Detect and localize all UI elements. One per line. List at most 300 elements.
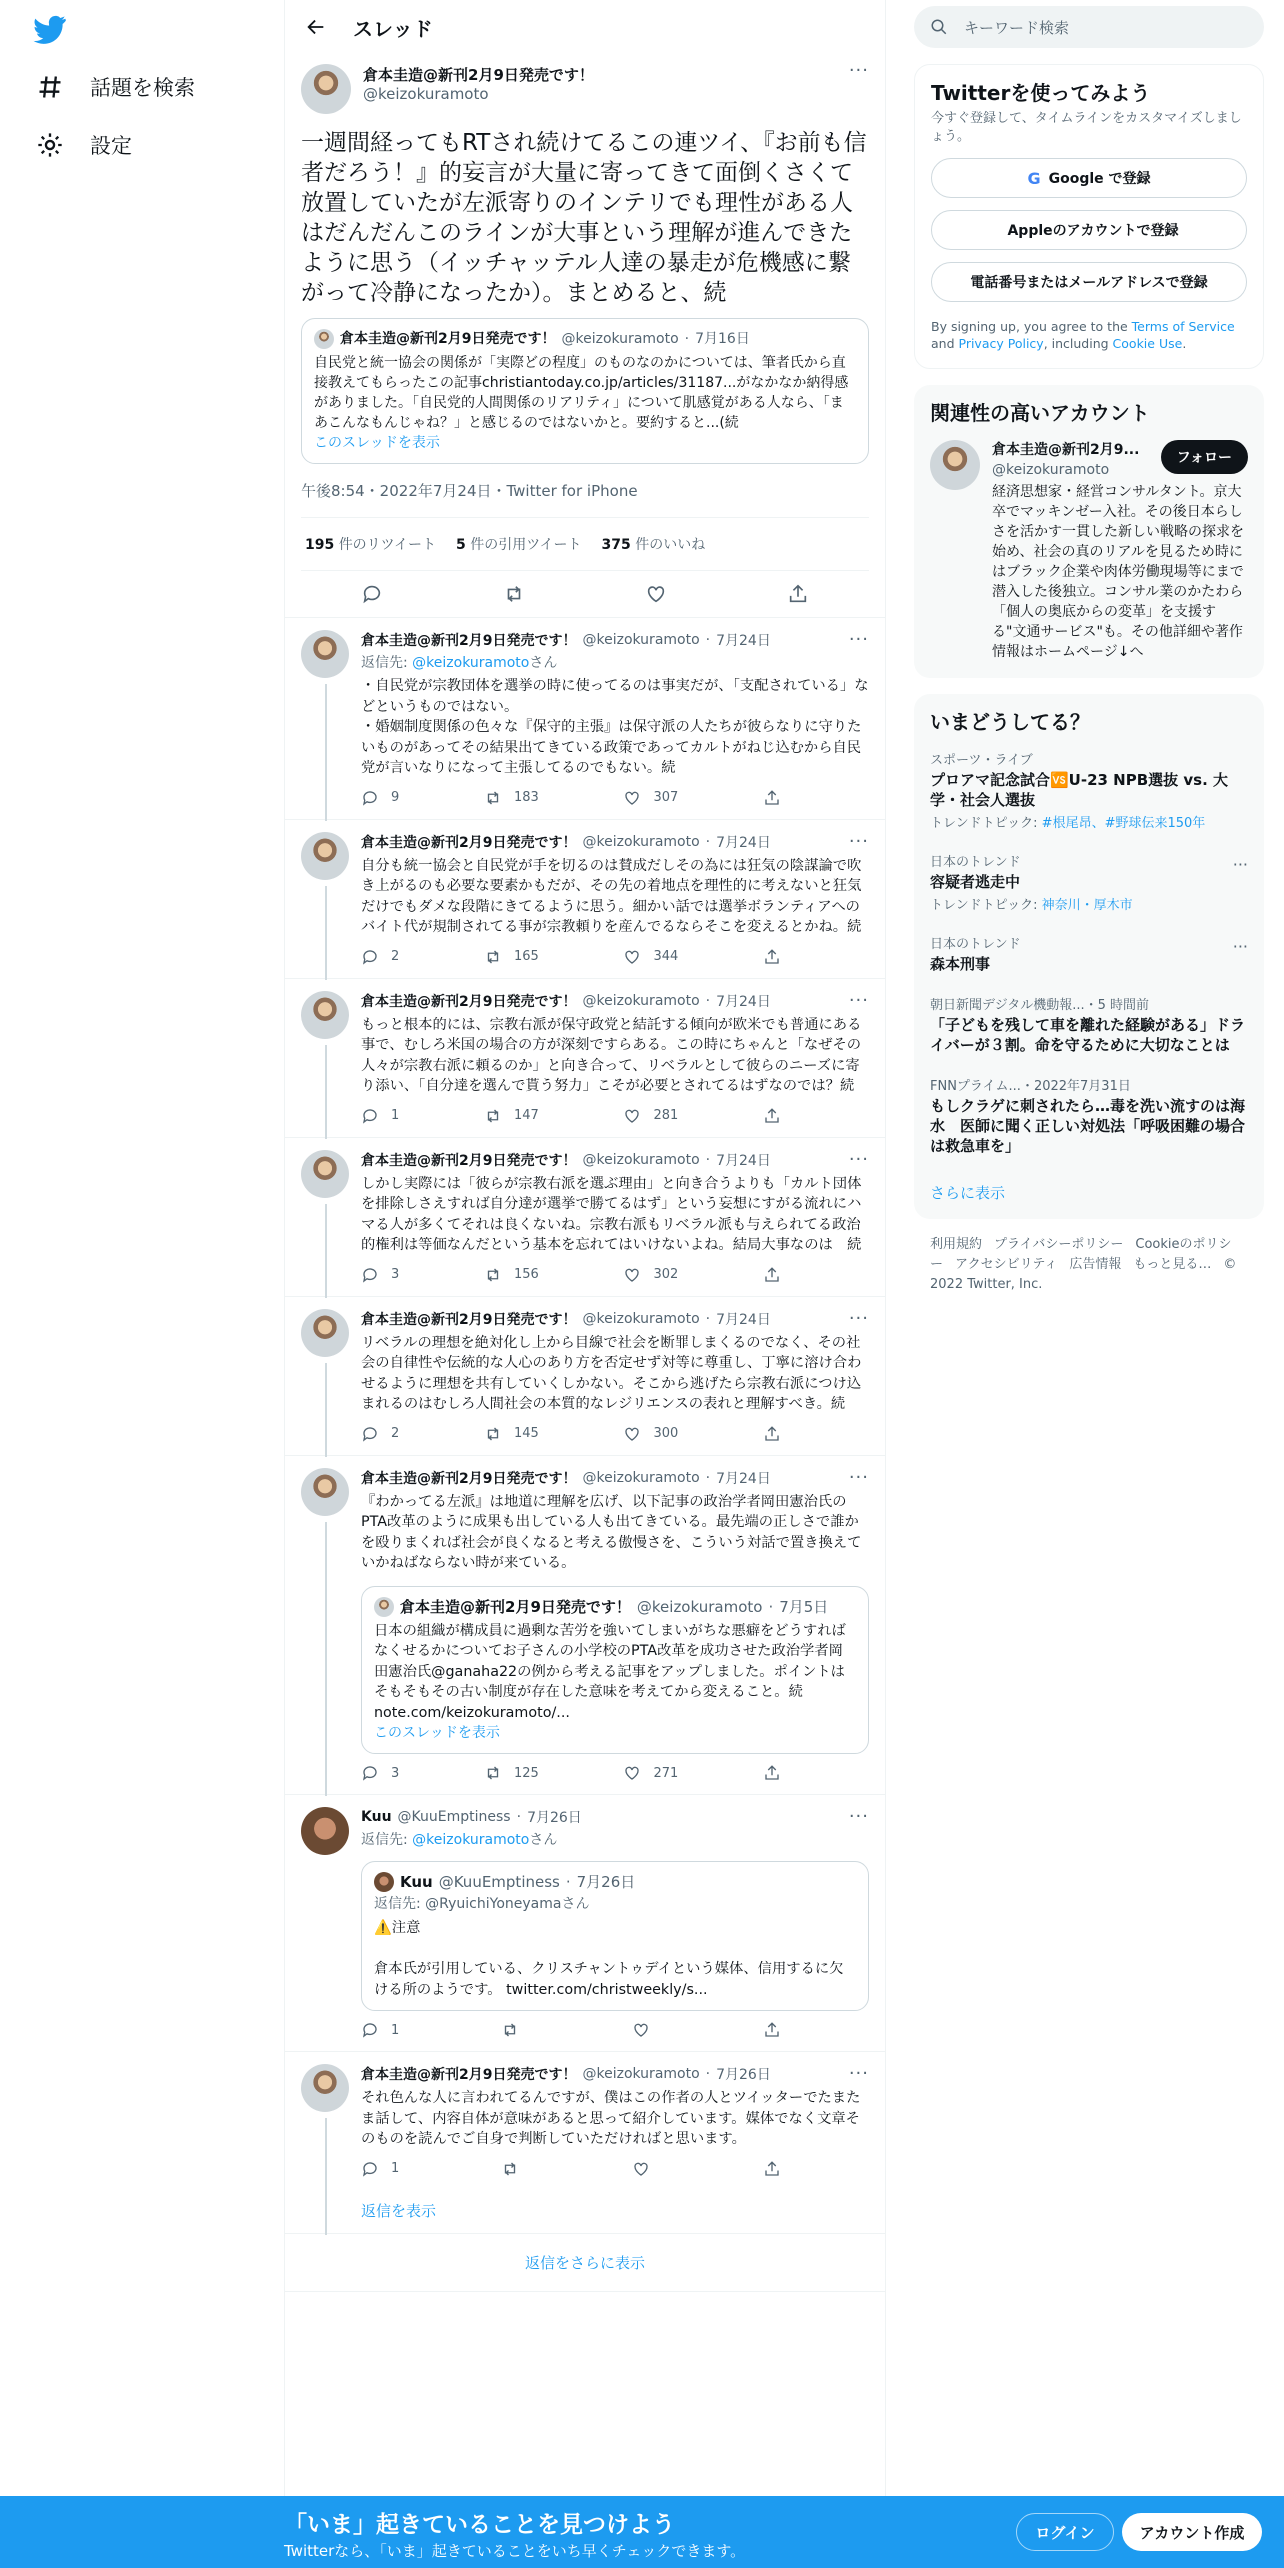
nav-settings[interactable]	[36, 125, 132, 165]
reply-icon	[361, 1266, 379, 1284]
back-button[interactable]	[301, 12, 331, 42]
retweet-icon	[501, 2160, 519, 2178]
tweet-actions	[361, 1764, 781, 1782]
author-handle[interactable]: @keizokuramoto	[582, 1469, 700, 1486]
tweet-body	[361, 2064, 869, 2221]
retweet-button[interactable]	[484, 1107, 539, 1125]
reply-count: 9	[391, 790, 400, 805]
like-icon	[623, 1425, 641, 1443]
tweet-left	[301, 2064, 361, 2221]
tweet-actions	[361, 2160, 781, 2178]
reply-button[interactable]	[361, 1107, 399, 1125]
retweet-icon	[484, 1764, 502, 1782]
retweet-button[interactable]	[501, 2160, 531, 2178]
news-title: もしクラゲに刺されたら…毒を洗い流すのは海水 医師に聞く正しい対処法「呼吸困難の場合は救急車を」	[930, 1097, 1246, 1155]
share-icon	[763, 1425, 781, 1443]
share-icon	[763, 1107, 781, 1125]
reply-button[interactable]	[361, 2160, 399, 2178]
separator: ·	[705, 992, 711, 1009]
reply-to-handle[interactable]: @keizokuramoto	[412, 655, 530, 671]
share-icon	[763, 2021, 781, 2039]
trend-item[interactable]	[914, 841, 1264, 923]
author-name[interactable]: 倉本圭造@新刊2月9日発売です！	[361, 1152, 577, 1169]
more-icon[interactable]: ···	[848, 2063, 869, 2084]
avatar[interactable]	[930, 440, 980, 490]
tweet-header	[361, 1150, 869, 1170]
more-icon[interactable]: ···	[1232, 855, 1248, 874]
tweet-header	[361, 630, 869, 650]
phone-signup-button[interactable]	[931, 262, 1247, 302]
separator: ·	[684, 331, 690, 347]
reply-count: 1	[391, 2161, 400, 2176]
show-thread-link[interactable]: このスレッドを表示	[374, 1725, 500, 1741]
author-handle[interactable]: @keizokuramoto	[363, 85, 489, 103]
like-icon[interactable]	[645, 583, 667, 605]
tweet-date[interactable]: 7月26日	[527, 1810, 582, 1826]
quote-tweet[interactable]	[361, 1586, 869, 1755]
trend-topics-links[interactable]: 神奈川・厚木市	[1041, 898, 1133, 913]
quote-tweet[interactable]	[361, 1861, 869, 2011]
tweet-stats	[301, 518, 869, 571]
trend-topics	[930, 894, 1248, 913]
tweet-left	[301, 832, 361, 966]
trend-topics-prefix: トレンドトピック:	[930, 898, 1042, 913]
tweet-header	[361, 832, 869, 852]
more-replies-link[interactable]: 返信をさらに表示	[285, 2234, 885, 2292]
reply-icon	[361, 789, 379, 807]
retweet-button[interactable]	[484, 1425, 539, 1443]
footer-link[interactable]: © 2022 Twitter, Inc.	[930, 1257, 1237, 1292]
reply-button[interactable]	[361, 2021, 399, 2039]
tweet-body	[361, 1150, 869, 1284]
news-source: FNNプライム...	[930, 1079, 1021, 1094]
related-bio: 経済思想家・経営コンサルタント。京大卒でマッキンゼー入社。その後日本らしさを活かす一貫した新しい戦略の探求を始め、社会の真のリアルを見るため時にはブラック企業や肉体労働現場等にまで潜入した後独立。コンサル業のかたわら「個人の奥底からの変革」を支援する"文通サービス"も。その他詳細や著作情報はホームページ↓へ	[992, 484, 1244, 660]
reply-button[interactable]	[361, 789, 399, 807]
tweet-date[interactable]: 7月24日	[716, 1311, 771, 1328]
quote-author-name: 倉本圭造@新刊2月9日発売です！	[340, 331, 556, 347]
related-account[interactable]	[914, 430, 1264, 678]
tweet-left	[301, 1807, 361, 2039]
trend-topics	[930, 812, 1248, 831]
quote-text: 自民党と統一協会の関係が「実際どの程度」のものなのかについては、筆者氏から直接教えてもらったこの記事christiantoday.co.jp/articles/31187...がなかなか納得感がありました。「自民党的人間関係のリアリティ」について肌感覚がある人なら、「まあこんなもんじゃね？」と感じるのではないかと。要約すると...(続	[314, 355, 849, 431]
trends-card	[914, 694, 1264, 1219]
tweet-text: もっと根本的には、宗教右派が保守政党と結託する傾向が欧米でも普通にある事で、むしろ米国の場合の方が深刻ですらある。この時にちゃんと「なぜその人々が宗教右派に頼るのか」と向き合って、リベラルとして彼らのニーズに寄り添い、「自分達を選んで貰う努力」こそが必要とされてるはずなのでは？続	[361, 1016, 862, 1094]
nav-explore-label: 話題を検索	[90, 76, 195, 100]
tweet-date[interactable]: 7月24日	[716, 834, 771, 851]
author-handle[interactable]: @keizokuramoto	[582, 1310, 700, 1327]
more-icon[interactable]: ···	[848, 1806, 869, 1827]
retweet-button[interactable]	[484, 948, 539, 966]
terms-text: By signing up, you agree to the Terms of Service and Privacy Policy, including Cookie Use.	[931, 319, 1235, 351]
like-icon	[623, 1764, 641, 1782]
google-signup-button[interactable]	[931, 158, 1247, 198]
share-button[interactable]	[763, 948, 781, 966]
reply-tweet[interactable]	[285, 618, 885, 820]
retweet-count: 183	[513, 790, 539, 805]
tweet-actions	[361, 1107, 781, 1125]
quote-author-handle: @keizokuramoto	[636, 1597, 763, 1616]
separator: ·	[705, 1151, 711, 1168]
more-icon[interactable]: ···	[848, 830, 869, 852]
like-button[interactable]	[623, 1107, 678, 1125]
trend-title: 森本刑事	[930, 955, 991, 973]
author-handle[interactable]: @KuuEmptiness	[397, 1809, 511, 1825]
quote-reply-to: 返信先: @RyuichiYoneyamaさん	[374, 1896, 590, 1912]
retweet-icon	[484, 1425, 502, 1443]
signup-button[interactable]: アカウント作成	[1122, 2513, 1262, 2551]
reply-suffix: さん	[529, 655, 558, 671]
tweet-date[interactable]: 7月24日	[716, 1470, 771, 1487]
trend-context: スポーツ・ライブ	[930, 753, 1033, 768]
avatar[interactable]	[301, 64, 351, 114]
reply-count: 2	[391, 949, 400, 964]
header	[285, 0, 885, 54]
reply-icon	[361, 2021, 379, 2039]
tweet-actions	[361, 1425, 781, 1443]
google-signup-label: Google で登録	[1048, 171, 1151, 187]
reply-icon	[361, 1425, 379, 1443]
thread-line	[325, 1045, 327, 1139]
show-replies-link[interactable]: 返信を表示	[361, 2201, 437, 2220]
avatar	[314, 329, 334, 349]
author-name[interactable]: 倉本圭造@新刊2月9日発売です！	[361, 1470, 577, 1487]
news-title: 「子どもを残して車を離れた経験がある」ドライバーが３割。命を守るために大切なことは	[930, 1016, 1246, 1054]
like-icon	[623, 1107, 641, 1125]
separator: ·	[705, 632, 711, 648]
more-icon[interactable]: ···	[848, 629, 869, 650]
reply-to-handle[interactable]: @keizokuramoto	[412, 1832, 530, 1848]
like-count: 300	[653, 1426, 679, 1441]
focal-tweet	[285, 54, 885, 618]
news-source-row	[930, 1075, 1248, 1094]
author-name[interactable]: 倉本圭造@新刊2月9日発売です！	[361, 633, 577, 649]
like-count: 344	[653, 949, 679, 964]
reply-button[interactable]	[361, 1764, 399, 1782]
like-count[interactable]: 375 件のいいね	[601, 537, 706, 553]
privacy-link[interactable]: Privacy Policy	[958, 336, 1044, 351]
page-title: スレッド	[353, 16, 433, 41]
reply-tweet[interactable]	[285, 1456, 885, 1796]
separator: ·	[705, 2066, 711, 2082]
tweet-text: リベラルの理想を絶対化し上から目線で社会を断罪しまくるのでなく、その社会の自律性や伝統的な人心のあり方を否定せず対等に尊重し、丁寧に溶け合わせるように理想を共有していくしかない。そこから逃げたら宗教右派につけ込まれるのはむしろ人間社会の本質的なレジリエンスの表れと理解すべき。続	[361, 1334, 862, 1412]
like-button[interactable]	[623, 1425, 678, 1443]
more-icon[interactable]: ···	[848, 989, 869, 1011]
footer-links	[914, 1219, 1264, 1311]
reply-to	[361, 652, 869, 672]
share-icon	[763, 2160, 781, 2178]
retweet-count: 156	[513, 1267, 539, 1282]
reply-list	[285, 618, 885, 2234]
share-button[interactable]	[763, 2021, 781, 2039]
tweet-left	[301, 1468, 361, 1783]
tweet-text: しかし実際には「彼らが宗教右派を選ぶ理由」と向き合うよりも「カルト団体を排除しさえすれば自分達が選挙で勝てるはず」という妄想にすがる流れにハマる人が多くてそれは良くないね。宗教右派もリベラル派も与えられてる政治的権利は等価なんだという基本を忘れてはいけないよね。結局大事なのは 続	[361, 1175, 862, 1253]
reply-icon	[361, 2160, 379, 2178]
thread-line	[325, 1204, 327, 1298]
reply-icon	[361, 1107, 379, 1125]
tweet-date[interactable]: 7月26日	[716, 2067, 771, 2083]
more-icon[interactable]: ···	[848, 1148, 869, 1170]
reply-suffix: さん	[529, 1832, 558, 1848]
reply-prefix: 返信先:	[361, 1832, 413, 1848]
related-card	[914, 385, 1264, 678]
reply-tweet[interactable]	[285, 979, 885, 1138]
trend-title: プロアマ記念試合🆚U-23 NPB選抜 vs. 大学・社会人選抜	[930, 771, 1229, 809]
avatar[interactable]	[301, 991, 349, 1039]
trend-item[interactable]	[914, 923, 1264, 984]
separator: ·	[705, 1310, 711, 1327]
like-icon	[632, 2160, 650, 2178]
news-item[interactable]	[914, 1065, 1264, 1166]
tweet-date[interactable]: 7月24日	[716, 993, 771, 1010]
quote-date: 7月26日	[576, 1873, 636, 1891]
reply-tweet[interactable]	[285, 2052, 885, 2234]
quote-tweet[interactable]	[301, 318, 869, 464]
related-handle: @keizokuramoto	[992, 462, 1110, 478]
reply-button[interactable]	[361, 948, 399, 966]
separator: ·	[705, 1469, 711, 1486]
right-sidebar	[914, 0, 1264, 1311]
share-icon[interactable]	[787, 583, 809, 605]
tweet-actions	[361, 789, 781, 807]
like-button[interactable]	[623, 948, 678, 966]
author-name[interactable]: 倉本圭造@新刊2月9日発売です！	[361, 834, 577, 851]
author-name[interactable]: 倉本圭造@新刊2月9日発売です！	[361, 1311, 577, 1328]
separator: ·	[516, 1809, 522, 1825]
thread-line	[325, 1522, 327, 1797]
show-thread-link[interactable]: このスレッドを表示	[314, 435, 440, 451]
avatar[interactable]	[301, 1150, 349, 1198]
trend-topics-links[interactable]: #根尾昂、#野球伝来150年	[1041, 816, 1206, 831]
avatar[interactable]	[301, 2064, 349, 2112]
reply-tweet[interactable]	[285, 1138, 885, 1297]
author-handle[interactable]: @keizokuramoto	[582, 2066, 700, 2082]
tweet-body	[361, 832, 869, 966]
tweet-header	[361, 1309, 869, 1329]
quote-text: ⚠️注意 倉本氏が引用している、クリスチャントゥデイという媒体、信用するに欠ける所のようです。 twitter.com/christweekly/s...	[374, 1920, 844, 1998]
avatar[interactable]	[301, 1807, 349, 1855]
gear-icon	[36, 131, 64, 159]
back-arrow-icon	[305, 16, 327, 38]
tweet-actions	[361, 1266, 781, 1284]
footer-link[interactable]: 広告情報	[1069, 1257, 1122, 1272]
nav-settings-label: 設定	[90, 134, 132, 158]
retweet-icon	[501, 2021, 519, 2039]
author-handle[interactable]: @keizokuramoto	[582, 1151, 700, 1168]
google-icon: G	[1027, 168, 1041, 188]
hashtag-icon	[36, 73, 64, 101]
share-icon	[763, 1266, 781, 1284]
left-nav	[0, 0, 284, 2496]
tweet-text: 一週間経ってもRTされ続けてるこの連ツイ、『お前も信者だろう！』的妄言が大量に寄ってきて面倒くさくて放置していたが左派寄りのインテリでも理性がある人はだんだんこのラインが大事という理解が進んできたように思う（イッチャッテル人達の暴走が危機感に繋がって冷静になったか）。まとめると、続	[301, 130, 867, 306]
related-title: 関連性の高いアカウント	[930, 401, 1150, 425]
tweet-header	[361, 1807, 869, 1827]
author-handle[interactable]: @keizokuramoto	[582, 833, 700, 850]
avatar[interactable]	[301, 832, 349, 880]
reply-icon	[361, 948, 379, 966]
search-input[interactable]: キーワード検索	[964, 18, 1070, 37]
more-icon[interactable]: ···	[848, 60, 869, 81]
tweet-actions	[361, 2021, 781, 2039]
trend-item[interactable]	[914, 739, 1264, 841]
tweet-left	[301, 630, 361, 807]
more-icon[interactable]: ···	[1232, 937, 1248, 956]
quote-author-handle: @keizokuramoto	[561, 331, 679, 347]
terms-link[interactable]: Terms of Service	[1131, 319, 1235, 334]
reply-button[interactable]	[361, 1425, 399, 1443]
footer-link[interactable]: もっと見る…	[1133, 1257, 1212, 1272]
footer-link[interactable]: アクセシビリティ	[955, 1257, 1058, 1272]
share-button[interactable]	[763, 1107, 781, 1125]
main-column	[284, 0, 886, 2496]
trend-topics-prefix: トレンドトピック:	[930, 816, 1042, 831]
share-button[interactable]	[763, 1764, 781, 1782]
tweet-left	[301, 1150, 361, 1284]
footer-link[interactable]: Cookieのポリシー	[930, 1237, 1232, 1272]
tweet-header	[361, 991, 869, 1011]
retweet-count: 125	[513, 1765, 539, 1781]
reply-tweet[interactable]	[285, 1297, 885, 1456]
reply-count: 2	[391, 1426, 400, 1441]
news-source-row	[930, 994, 1248, 1013]
avatar[interactable]	[301, 1309, 349, 1357]
trends-title: いまどうしてる？	[930, 710, 1090, 734]
follow-button[interactable]: フォロー	[1161, 440, 1248, 474]
like-icon	[632, 2021, 650, 2039]
tweet-date[interactable]: 7月24日	[716, 633, 771, 649]
avatar[interactable]	[301, 1468, 349, 1516]
share-button[interactable]	[763, 789, 781, 807]
author-name[interactable]: 倉本圭造@新刊2月9日発売です！	[361, 993, 577, 1010]
tweet-text: ・自民党が宗教団体を選挙の時に使ってるのは事実だが、「支配されている」などというものではない。 ・婚姻制度関係の色々な『保守的主張』は保守派の人たちが彼らなりに守りたいものがあってその結果出てきている政策であってカルトがねじ込むから自民党が言いなりになって主張してるのでもない。続	[361, 678, 869, 776]
apple-signup-button[interactable]	[931, 210, 1247, 250]
reply-to	[361, 1829, 869, 1849]
tweet-body	[361, 630, 869, 807]
tweet-text: 『わかってる左派』は地道に理解を広げ、以下記事の政治学者岡田憲治氏のPTA改革のように成果も出している人も出てきている。最先端の正しさで誰かを殴りまくれば社会が良くなると考える傲慢さを、こういう対話で置き換えていかねばならない時が来ている。	[361, 1493, 862, 1571]
cookie-link[interactable]: Cookie Use	[1112, 336, 1183, 351]
author-handle[interactable]: @keizokuramoto	[582, 632, 700, 648]
tweet-text: 自分も統一協会と自民党が手を切るのは賛成だしその為には狂気の陰謀論で吹き上がるのも必要な要素かもだが、その先の着地点を理性的に考えないと狂気だけでもダメな段階にきてるように思う。細かい話では選挙ボランティアへのバイト代が規制されてる事が宗教頼りを産んでるならそこを変えるとかね。続	[361, 857, 862, 935]
quote-date: 7月5日	[779, 1597, 829, 1616]
tweet-body	[361, 991, 869, 1125]
thread-line	[325, 2118, 327, 2235]
show-more-link[interactable]: さらに表示	[930, 1184, 1006, 1202]
tweet-header	[361, 1468, 869, 1488]
avatar[interactable]	[301, 630, 349, 678]
more-icon[interactable]: ···	[848, 1307, 869, 1329]
apple-signup-label: Appleのアカウントで登録	[1007, 223, 1179, 239]
thread-line	[325, 886, 327, 980]
retweet-count: 147	[513, 1108, 539, 1123]
share-icon	[763, 789, 781, 807]
reply-icon	[361, 1764, 379, 1782]
trend-context: 日本のトレンド	[930, 855, 1021, 870]
bottom-title: 「いま」起きていることを見つけよう	[284, 2512, 675, 2538]
retweet-count: 165	[513, 949, 539, 964]
focal-actions	[301, 571, 869, 617]
like-count: 307	[653, 790, 679, 805]
reply-icon[interactable]	[361, 583, 383, 605]
like-button[interactable]	[632, 2160, 662, 2178]
author-name[interactable]: 倉本圭造@新刊2月9日発売です！	[361, 2067, 577, 2083]
author-name[interactable]: Kuu	[361, 1809, 392, 1825]
quote-count[interactable]: 5 件の引用ツイート	[456, 537, 582, 553]
separator: ·	[705, 833, 711, 850]
tweet-header	[361, 2064, 869, 2084]
search-box[interactable]	[914, 6, 1264, 48]
trend-context: 日本のトレンド	[930, 937, 1021, 952]
quote-author-name: 倉本圭造@新刊2月9日発売です！	[400, 1597, 631, 1616]
retweet-icon	[484, 948, 502, 966]
retweet-button[interactable]	[484, 1764, 539, 1782]
reply-button[interactable]	[361, 1266, 399, 1284]
retweet-button[interactable]	[484, 1266, 539, 1284]
tweet-left	[301, 991, 361, 1125]
like-button[interactable]	[632, 2021, 662, 2039]
quote-text: 日本の組織が構成員に過剰な苦労を強いてしまいがちな悪癖をどうすればなくせるかについてお子さんの小学校のPTA改革を成功させた政治学者岡田憲治氏@ganaha22の例から考える記事をアップしました。ポイントはそもそもその古い制度が存在した意味を考えてから変えること。続note.com/keizokuramoto/...	[374, 1622, 846, 1721]
tweet-body	[361, 1309, 869, 1443]
like-icon	[623, 948, 641, 966]
like-icon	[623, 789, 641, 807]
retweet-button[interactable]	[501, 2021, 531, 2039]
retweet-icon[interactable]	[503, 583, 525, 605]
footer-link[interactable]: 利用規約	[930, 1237, 983, 1252]
signup-subtitle: 今すぐ登録して、タイムラインをカスタマイズしましょう。	[931, 111, 1242, 144]
retweet-count[interactable]: 195 件のリツイート	[305, 537, 436, 553]
retweet-button[interactable]	[484, 789, 539, 807]
like-count: 271	[653, 1765, 679, 1781]
related-name: 倉本圭造@新刊2月9...	[992, 442, 1140, 458]
retweet-icon	[484, 1107, 502, 1125]
retweet-icon	[484, 1266, 502, 1284]
share-button[interactable]	[763, 2160, 781, 2178]
share-button[interactable]	[763, 1266, 781, 1284]
footer-link[interactable]: プライバシーポリシー	[994, 1237, 1124, 1252]
tweet-date[interactable]: 7月24日	[716, 1152, 771, 1169]
quote-author-handle: @KuuEmptiness	[438, 1873, 560, 1891]
reply-tweet[interactable]	[285, 1795, 885, 2052]
news-source: 朝日新聞デジタル機動報...	[930, 998, 1085, 1013]
like-icon	[623, 1266, 641, 1284]
like-count: 302	[653, 1267, 679, 1282]
like-button[interactable]	[623, 789, 678, 807]
tweet-left	[301, 1309, 361, 1443]
like-button[interactable]	[623, 1266, 678, 1284]
quote-author-name: Kuu	[400, 1873, 433, 1891]
reply-count: 1	[391, 2022, 400, 2038]
tweet-body	[361, 1468, 869, 1783]
like-button[interactable]	[623, 1764, 678, 1782]
share-button[interactable]	[763, 1425, 781, 1443]
quote-date: 7月16日	[695, 331, 750, 347]
author-handle[interactable]: @keizokuramoto	[582, 992, 700, 1009]
separator: ·	[565, 1873, 571, 1891]
share-icon	[763, 948, 781, 966]
trend-title: 容疑者逃走中	[930, 873, 1021, 891]
author-name[interactable]: 倉本圭造@新刊2月9日発売です！	[363, 66, 594, 84]
avatar	[374, 1872, 394, 1892]
reply-tweet[interactable]	[285, 820, 885, 979]
tweet-meta: 午後8:54・2022年7月24日・Twitter for iPhone	[301, 464, 869, 518]
more-icon[interactable]: ···	[848, 1466, 869, 1488]
news-time: ・5 時間前	[1084, 998, 1150, 1013]
nav-explore[interactable]	[36, 67, 195, 107]
reply-prefix: 返信先:	[361, 655, 413, 671]
login-button[interactable]: ログイン	[1016, 2513, 1114, 2551]
twitter-logo-icon[interactable]	[32, 12, 66, 46]
reply-count: 1	[391, 1108, 400, 1123]
thread-line	[325, 684, 327, 821]
news-item[interactable]	[914, 984, 1264, 1065]
